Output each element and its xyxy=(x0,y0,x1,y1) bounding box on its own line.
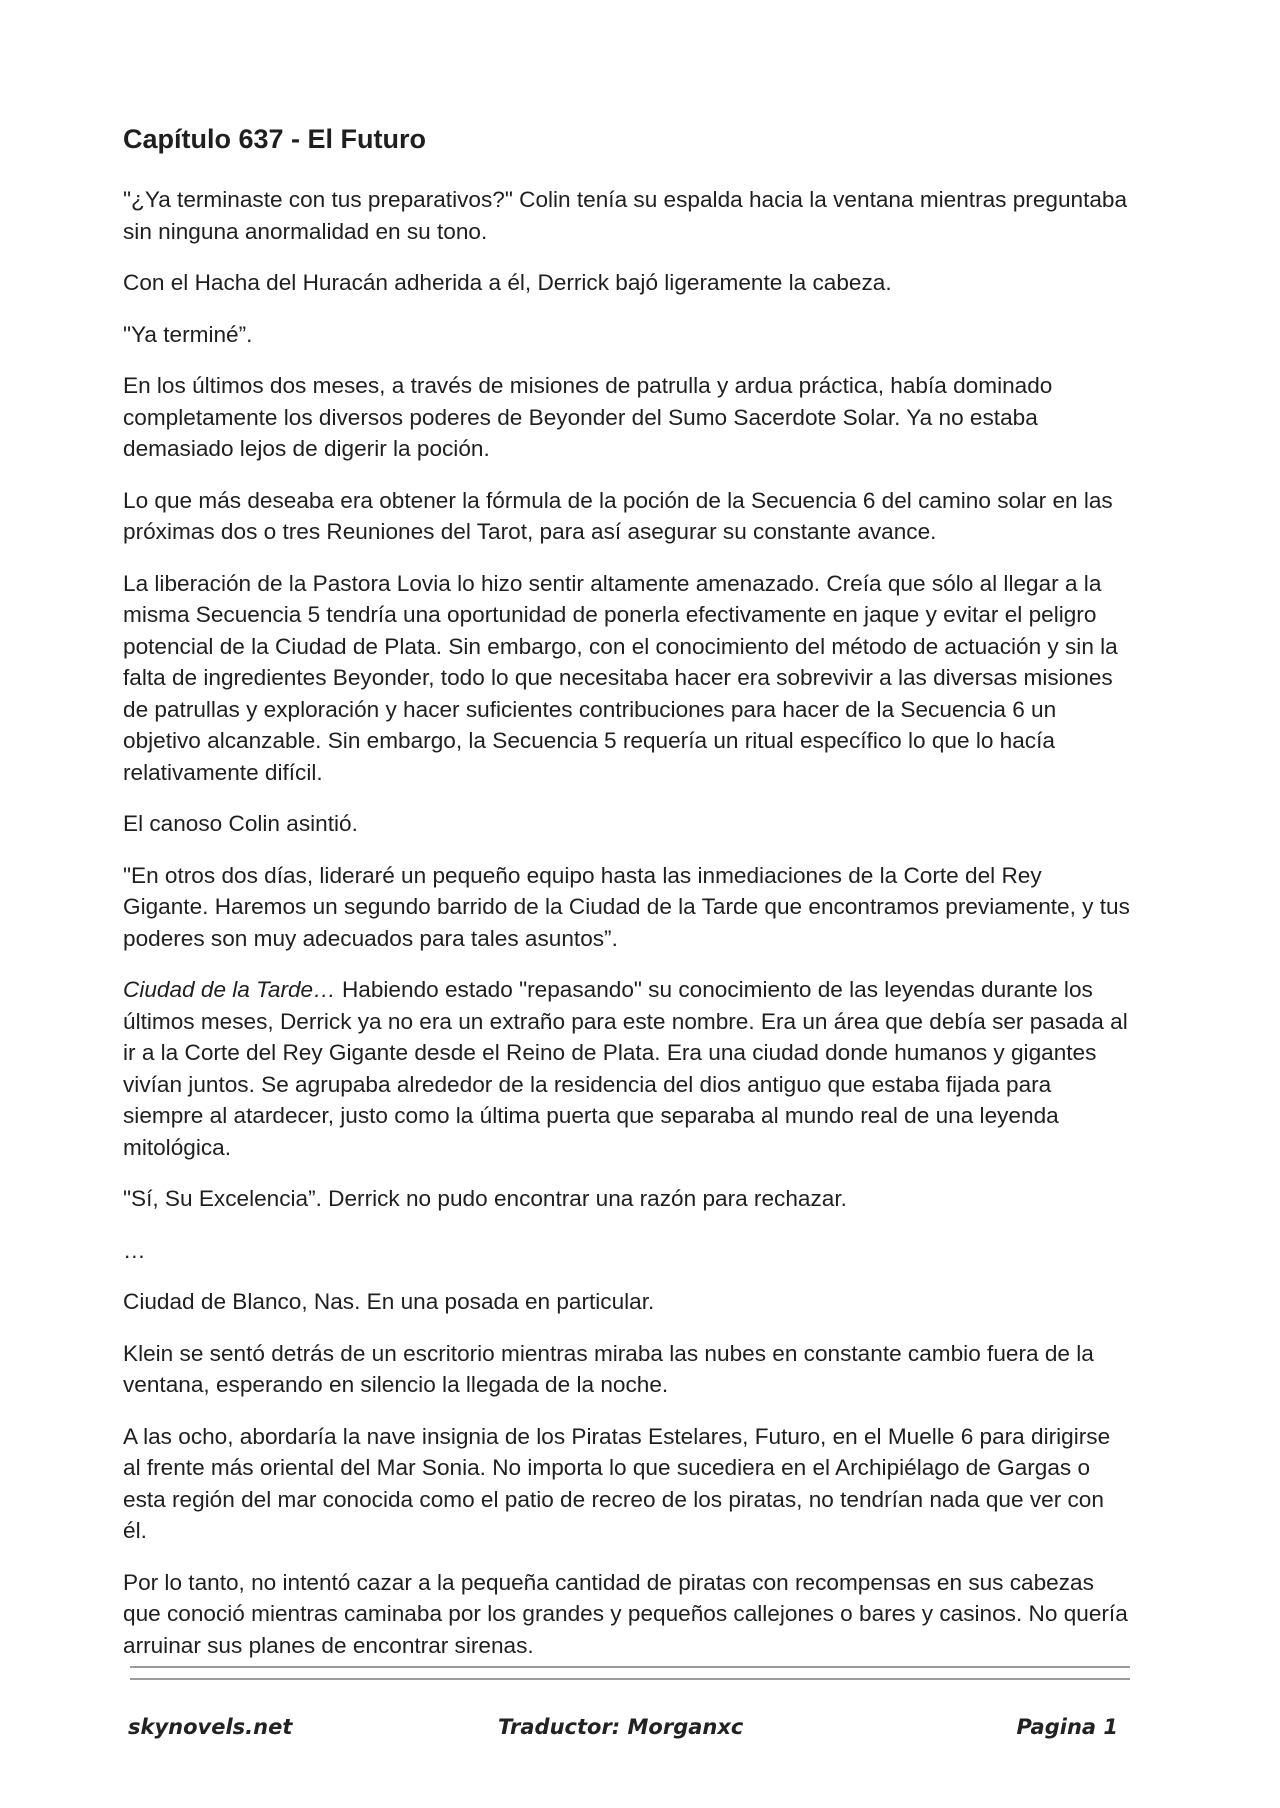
divider-line xyxy=(130,1666,1130,1668)
paragraph: "Ya terminé”. xyxy=(123,321,253,347)
paragraph: "Sí, Su Excelencia”. Derrick no pudo encontrar una razón para rechazar. xyxy=(123,1186,847,1211)
paragraph: "¿Ya terminaste con tus preparativos?" Colin tenía su espalda hacia la ventana mientras preguntaba sin ninguna anormalidad en su tono. xyxy=(123,187,1128,244)
footer-divider xyxy=(130,1666,1130,1690)
paragraph: "En otros dos días, lideraré un pequeño equipo hasta las inmediaciones de la Corte del Rey Gigante. Haremos un segundo barrido de la Ciudad de la Tarde que encontramos previamente, y tus poderes son muy adecuados para tales asuntos”. xyxy=(123,862,1130,951)
paragraph: Ciudad de Blanco, Nas. En una posada en particular. xyxy=(123,1289,655,1314)
paragraph: En los últimos dos meses, a través de misiones de patrulla y ardua práctica, había dominado completamente los diversos poderes de Beyonder del Sumo Sacerdote Solar. Ya no estaba demasiado lejos de digerir la poción. xyxy=(123,373,1053,461)
paragraph: El canoso Colin asintió. xyxy=(123,811,358,836)
scene-break: … xyxy=(123,1237,146,1263)
footer-page-number: Pagina 1 xyxy=(1016,1715,1118,1739)
italic-lead: Ciudad de la Tarde… xyxy=(123,977,336,1002)
chapter-title: Capítulo 637 - El Futuro xyxy=(123,124,427,154)
paragraph: A las ocho, abordaría la nave insignia de los Piratas Estelares, Futuro, en el Muelle 6 para dirigirse al frente más oriental del Mar Sonia. No importa lo que sucediera en el Archipiélago de Gargas o esta región del mar conocida como el patio de recreo de los piratas, no tendrían nada que ver con él. xyxy=(123,1423,1111,1543)
paragraph: Lo que más deseaba era obtener la fórmula de la poción de la Secuencia 6 del camino solar en las próximas dos o tres Reuniones del Tarot, para así asegurar su constante avance. xyxy=(123,487,1113,544)
paragraph: La liberación de la Pastora Lovia lo hizo sentir altamente amenazado. Creía que sólo al llegar a la misma Secuencia 5 tendría una oportunidad de ponerla efectivamente en jaque y evitar el peligro potencial de la Ciudad de Plata. Sin embargo, con el conocimiento del método de actuación y sin la falta de ingredientes Beyonder, todo lo que necesitaba hacer era sobrevivir a las diversas misiones de patrullas y exploración y hacer suficientes contribuciones para hacer de la Secuencia 6 un objetivo alcanzable. Sin embargo, la Secuencia 5 requería un ritual específico lo que lo hacía relativamente difícil. xyxy=(123,570,1118,785)
paragraph: Por lo tanto, no intentó cazar a la pequeña cantidad de piratas con recompensas en sus cabezas que conoció mientras caminaba por los grandes y pequeños callejones o bares y casinos. No quería arruinar sus planes de encontrar sirenas. xyxy=(123,1569,1128,1658)
footer-translator: Traductor: Morganxc xyxy=(498,1715,744,1739)
footer-site: skynovels.net xyxy=(128,1715,293,1739)
paragraph-body: Habiendo estado "repasando" su conocimiento de las leyendas durante los últimos meses, Derrick ya no era un extraño para este nombre. Era un área que debía ser pasada al ir a la Corte del Rey Gigante desde el Reino de Plata. Era una ciudad donde humanos y gigantes vivían juntos. Se agrupaba alrededor de la residencia del dios antiguo que estaba fijada para siempre al atardecer, justo como la última puerta que separaba al mundo real de una leyenda mitológica. xyxy=(123,977,1128,1160)
divider-line xyxy=(130,1678,1130,1680)
paragraph-with-italic-lead xyxy=(123,974,1133,1163)
paragraph: Klein se sentó detrás de un escritorio mientras miraba las nubes en constante cambio fuera de la ventana, esperando en silencio la llegada de la noche. xyxy=(123,1340,1094,1397)
page-footer xyxy=(128,1715,1118,1745)
document-page xyxy=(123,100,1133,1681)
paragraph: Con el Hacha del Huracán adherida a él, Derrick bajó ligeramente la cabeza. xyxy=(123,270,892,295)
